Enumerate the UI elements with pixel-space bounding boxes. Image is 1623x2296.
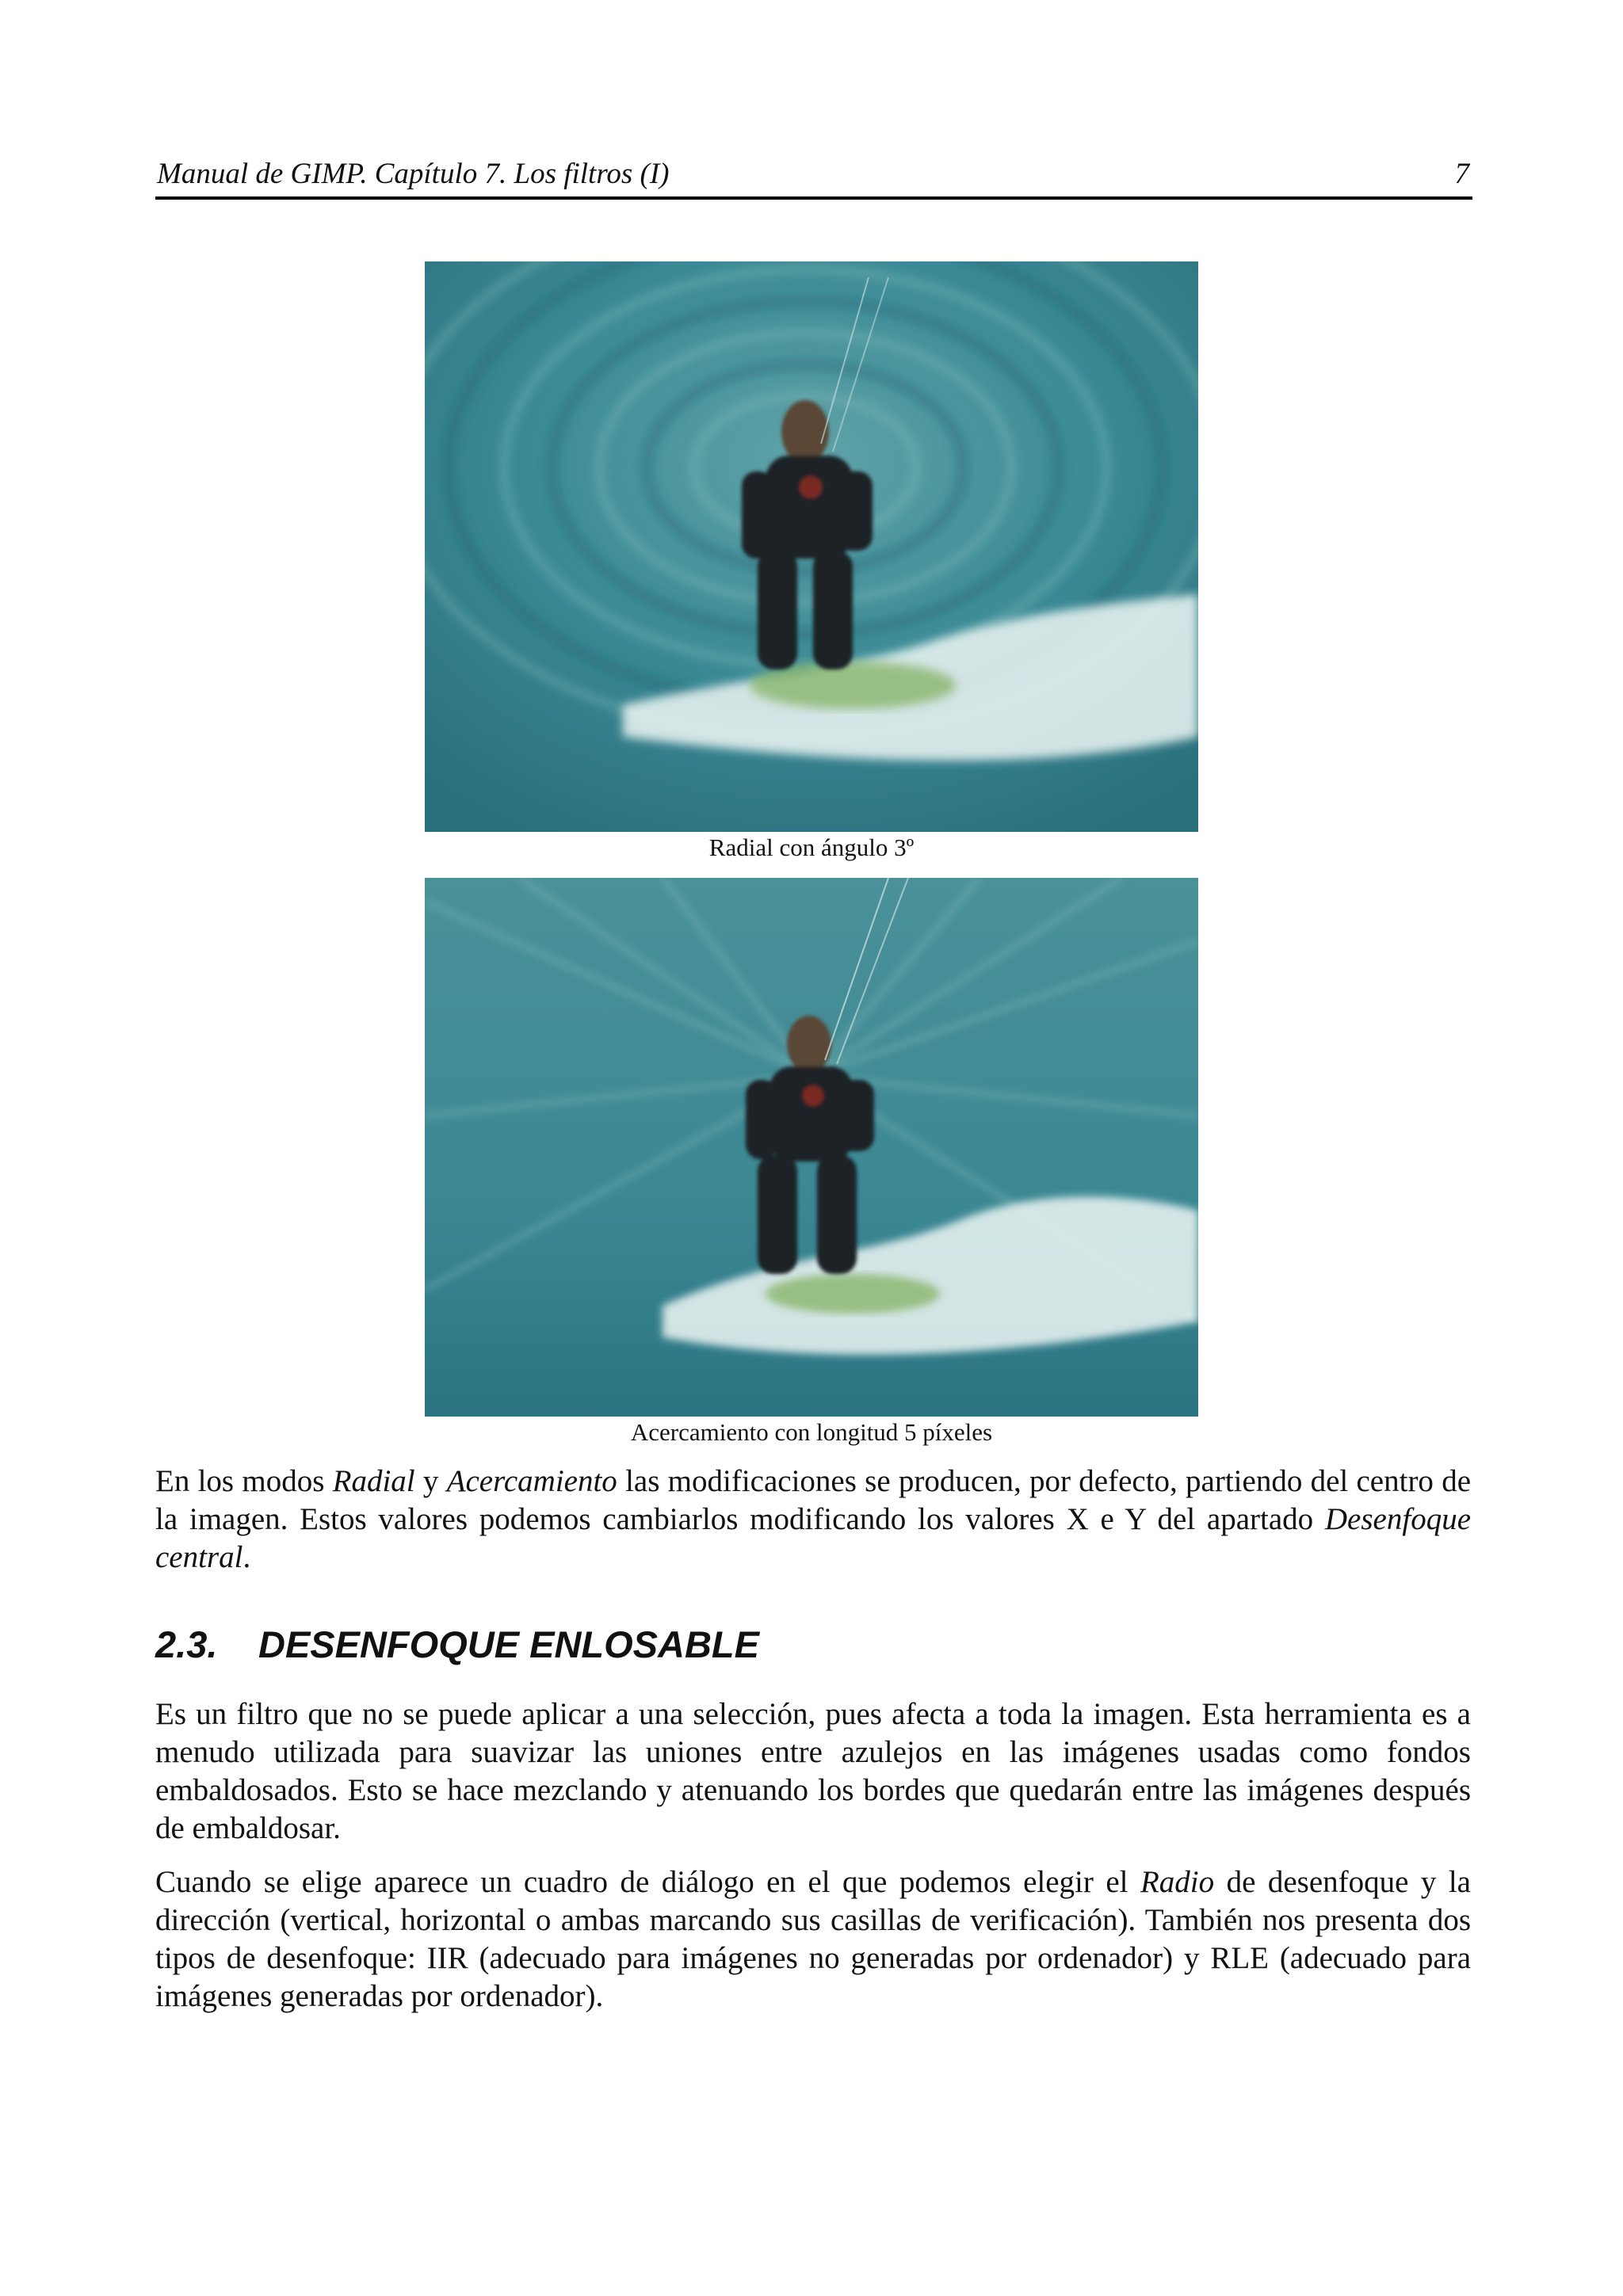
text-run: las modificaciones se producen, por defecto, partiendo del centro de la imagen. Estos valores podemos cambiarlos modificando los valores X e Y del apartado	[155, 1464, 1471, 1536]
text-run: Cuando se elige aparece un cuadro de diálogo en el que podemos elegir el	[155, 1865, 1140, 1899]
page-number: 7	[1454, 158, 1469, 190]
figure-radial-blur-photo	[425, 261, 1198, 832]
figure-2-caption: Acercamiento con longitud 5 píxeles	[630, 1418, 993, 1446]
text-run: En los modos	[155, 1464, 333, 1498]
term-radio: Radio	[1140, 1865, 1215, 1899]
text-run: y	[414, 1464, 447, 1498]
section-heading	[155, 1623, 759, 1666]
page-header	[155, 152, 1472, 200]
paragraph-radial-zoom-modes	[155, 1463, 1471, 1577]
text-run: de desenfoque y la dirección (vertical, horizontal o ambas marcando sus casillas de verificación). También nos presenta dos tipos de desenfoque: IIR (adecuado para imágenes no generadas por ordenador) y RLE (adecuado para imágenes generadas por ordenador).	[155, 1865, 1471, 2013]
paragraph-dialog-options	[155, 1863, 1471, 2016]
term-radial: Radial	[332, 1464, 415, 1498]
text-run: .	[242, 1540, 251, 1574]
term-desenfoque-central: Desenfoque central	[155, 1502, 1471, 1574]
section-number: 2.3.	[155, 1623, 218, 1665]
figure-zoom-blur-photo	[425, 878, 1198, 1417]
paragraph-tileable-blur-description: Es un filtro que no se puede aplicar a una selección, pues afecta a toda la imagen. Esta herramienta es a menudo utilizada para suavizar las uniones entre azulejos en las imágenes usadas como fondos embaldosados. Esto se hace mezclando y atenuando los bordes que quedarán entre las imágenes después de embaldosar.	[155, 1697, 1471, 1845]
header-title: Manual de GIMP. Capítulo 7. Los filtros (I)	[157, 158, 670, 190]
term-acercamiento: Acercamiento	[446, 1464, 617, 1498]
figure-1-caption: Radial con ángulo 3º	[708, 833, 915, 861]
section-title: DESENFOQUE ENLOSABLE	[258, 1623, 759, 1665]
